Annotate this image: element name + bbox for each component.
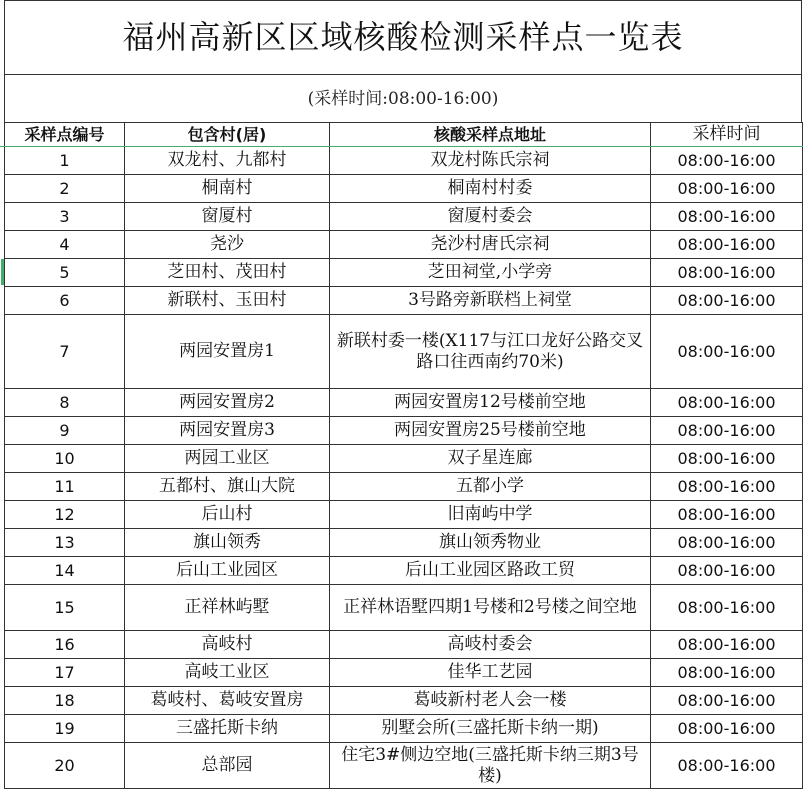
cell-id[interactable]: 11 xyxy=(5,473,125,501)
cell-time[interactable]: 08:00-16:00 xyxy=(651,473,803,501)
cell-village[interactable]: 五都村、旗山大院 xyxy=(125,473,330,501)
table-row xyxy=(5,231,803,259)
cell-address[interactable]: 窗厦村委会 xyxy=(330,203,651,231)
cell-time[interactable]: 08:00-16:00 xyxy=(651,557,803,585)
cell-id[interactable]: 2 xyxy=(5,175,125,203)
cell-village[interactable]: 三盛托斯卡纳 xyxy=(125,715,330,743)
table-row xyxy=(5,585,803,631)
cell-address[interactable]: 芝田祠堂,小学旁 xyxy=(330,259,651,287)
cell-time[interactable]: 08:00-16:00 xyxy=(651,659,803,687)
cell-village[interactable]: 窗厦村 xyxy=(125,203,330,231)
table-row xyxy=(5,175,803,203)
cell-time[interactable]: 08:00-16:00 xyxy=(651,529,803,557)
cell-address[interactable]: 尧沙村唐氏宗祠 xyxy=(330,231,651,259)
table-body xyxy=(5,147,803,789)
cell-id[interactable]: 16 xyxy=(5,631,125,659)
cell-id[interactable]: 14 xyxy=(5,557,125,585)
cell-village[interactable]: 葛岐村、葛岐安置房 xyxy=(125,687,330,715)
cell-id[interactable]: 13 xyxy=(5,529,125,557)
cell-address[interactable]: 后山工业园区路政工贸 xyxy=(330,557,651,585)
cell-village[interactable]: 双龙村、九都村 xyxy=(125,147,330,175)
cell-village[interactable]: 旗山领秀 xyxy=(125,529,330,557)
cell-time[interactable]: 08:00-16:00 xyxy=(651,501,803,529)
cell-time[interactable]: 08:00-16:00 xyxy=(651,715,803,743)
cell-id[interactable]: 1 xyxy=(5,147,125,175)
cell-time[interactable]: 08:00-16:00 xyxy=(651,445,803,473)
cell-village[interactable]: 后山村 xyxy=(125,501,330,529)
table-row xyxy=(5,417,803,445)
cell-time[interactable]: 08:00-16:00 xyxy=(651,231,803,259)
cell-time[interactable]: 08:00-16:00 xyxy=(651,287,803,315)
cell-id[interactable]: 18 xyxy=(5,687,125,715)
active-cell-indicator xyxy=(1,259,4,285)
table-row xyxy=(5,445,803,473)
cell-address[interactable]: 佳华工艺园 xyxy=(330,659,651,687)
column-header-time[interactable]: 采样时间 xyxy=(651,123,803,147)
cell-id[interactable]: 3 xyxy=(5,203,125,231)
cell-village[interactable]: 芝田村、茂田村 xyxy=(125,259,330,287)
cell-village[interactable]: 尧沙 xyxy=(125,231,330,259)
cell-village[interactable]: 两园安置房2 xyxy=(125,389,330,417)
table-row xyxy=(5,743,803,789)
cell-address[interactable]: 葛岐新村老人会一楼 xyxy=(330,687,651,715)
cell-address[interactable]: 两园安置房12号楼前空地 xyxy=(330,389,651,417)
cell-time[interactable]: 08:00-16:00 xyxy=(651,315,803,389)
column-header-id[interactable]: 采样点编号 xyxy=(5,123,125,147)
cell-id[interactable]: 8 xyxy=(5,389,125,417)
cell-time[interactable]: 08:00-16:00 xyxy=(651,585,803,631)
cell-time[interactable]: 08:00-16:00 xyxy=(651,743,803,789)
cell-id[interactable]: 7 xyxy=(5,315,125,389)
cell-time[interactable]: 08:00-16:00 xyxy=(651,203,803,231)
cell-village[interactable]: 两园安置房3 xyxy=(125,417,330,445)
table-row xyxy=(5,715,803,743)
cell-address[interactable]: 两园安置房25号楼前空地 xyxy=(330,417,651,445)
table-row xyxy=(5,529,803,557)
cell-id[interactable]: 4 xyxy=(5,231,125,259)
cell-village[interactable]: 两园安置房1 xyxy=(125,315,330,389)
cell-village[interactable]: 桐南村 xyxy=(125,175,330,203)
table-row xyxy=(5,147,803,175)
cell-time[interactable]: 08:00-16:00 xyxy=(651,417,803,445)
cell-time[interactable]: 08:00-16:00 xyxy=(651,259,803,287)
table-header-row xyxy=(5,123,803,147)
cell-village[interactable]: 高岐工业区 xyxy=(125,659,330,687)
cell-id[interactable]: 5 xyxy=(5,259,125,287)
cell-address[interactable]: 别墅会所(三盛托斯卡纳一期) xyxy=(330,715,651,743)
table-row xyxy=(5,557,803,585)
cell-time[interactable]: 08:00-16:00 xyxy=(651,389,803,417)
cell-id[interactable]: 17 xyxy=(5,659,125,687)
cell-time[interactable]: 08:00-16:00 xyxy=(651,147,803,175)
sampling-points-table xyxy=(4,122,803,789)
cell-address[interactable]: 高岐村委会 xyxy=(330,631,651,659)
cell-address[interactable]: 旗山领秀物业 xyxy=(330,529,651,557)
cell-village[interactable]: 正祥林屿墅 xyxy=(125,585,330,631)
cell-village[interactable]: 总部园 xyxy=(125,743,330,789)
table-row xyxy=(5,259,803,287)
cell-village[interactable]: 两园工业区 xyxy=(125,445,330,473)
cell-id[interactable]: 10 xyxy=(5,445,125,473)
cell-id[interactable]: 20 xyxy=(5,743,125,789)
cell-id[interactable]: 19 xyxy=(5,715,125,743)
table-row xyxy=(5,659,803,687)
cell-address[interactable]: 住宅3#侧边空地(三盛托斯卡纳三期3号楼) xyxy=(330,743,651,789)
cell-address[interactable]: 双子星连廊 xyxy=(330,445,651,473)
column-header-village[interactable]: 包含村(居) xyxy=(125,123,330,147)
cell-address[interactable]: 新联村委一楼(X117与江口龙好公路交叉路口往西南约70米) xyxy=(330,315,651,389)
table-row xyxy=(5,501,803,529)
table-row xyxy=(5,389,803,417)
cell-address[interactable]: 五都小学 xyxy=(330,473,651,501)
freeze-pane-line xyxy=(0,146,803,147)
sheet-title: 福州高新区区域核酸检测采样点一览表 xyxy=(4,0,802,74)
table-row xyxy=(5,315,803,389)
cell-address[interactable]: 3号路旁新联档上祠堂 xyxy=(330,287,651,315)
cell-time[interactable]: 08:00-16:00 xyxy=(651,631,803,659)
cell-address[interactable]: 旧南屿中学 xyxy=(330,501,651,529)
cell-address[interactable]: 桐南村村委 xyxy=(330,175,651,203)
column-header-address[interactable]: 核酸采样点地址 xyxy=(330,123,651,147)
table-row xyxy=(5,631,803,659)
cell-time[interactable]: 08:00-16:00 xyxy=(651,175,803,203)
cell-village[interactable]: 后山工业园区 xyxy=(125,557,330,585)
cell-village[interactable]: 新联村、玉田村 xyxy=(125,287,330,315)
sheet-subtitle: (采样时间:08:00-16:00) xyxy=(4,74,802,122)
cell-id[interactable]: 6 xyxy=(5,287,125,315)
cell-id[interactable]: 12 xyxy=(5,501,125,529)
cell-address[interactable]: 正祥林语墅四期1号楼和2号楼之间空地 xyxy=(330,585,651,631)
cell-village[interactable]: 高岐村 xyxy=(125,631,330,659)
table-row xyxy=(5,473,803,501)
table-row xyxy=(5,687,803,715)
table-row xyxy=(5,287,803,315)
cell-id[interactable]: 9 xyxy=(5,417,125,445)
cell-time[interactable]: 08:00-16:00 xyxy=(651,687,803,715)
table-row xyxy=(5,203,803,231)
cell-id[interactable]: 15 xyxy=(5,585,125,631)
cell-address[interactable]: 双龙村陈氏宗祠 xyxy=(330,147,651,175)
